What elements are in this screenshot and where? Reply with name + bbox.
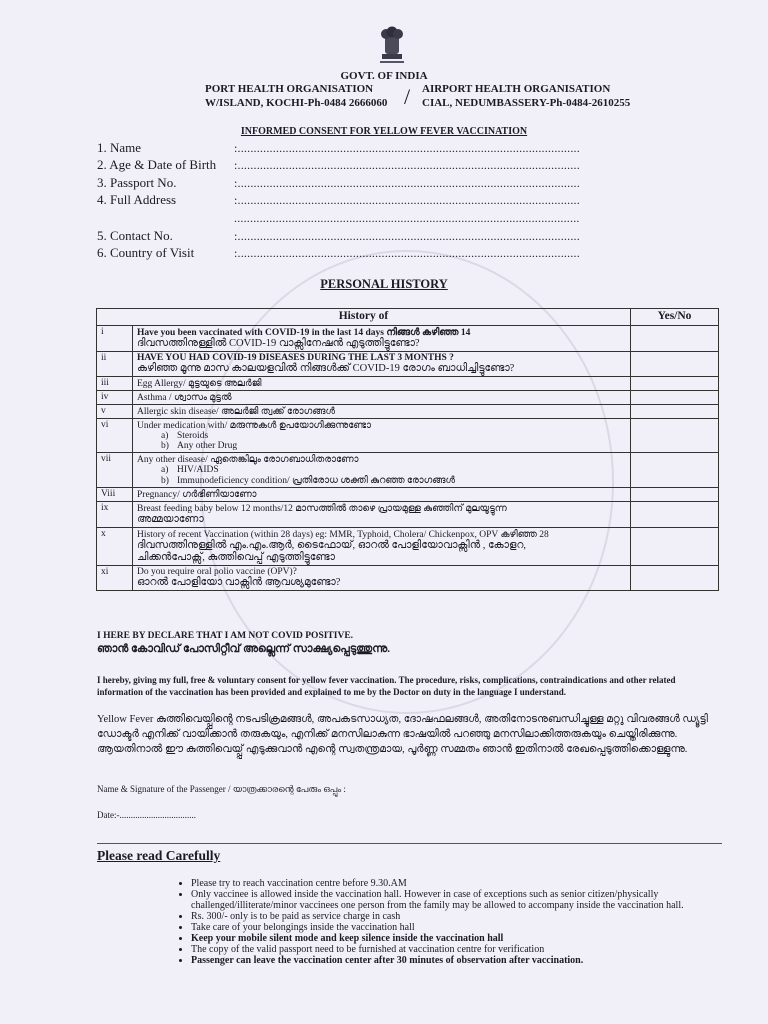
airport-health-address: CIAL, NEDUMBASSERY-Ph-0484-2610255 bbox=[422, 97, 631, 109]
question-text: Under medication with/ മരുന്നുകൾ ഉപയോഗിക്കുന്നുണ്ടോ bbox=[137, 421, 371, 431]
field-label-country: 6. Country of Visit bbox=[97, 245, 195, 260]
row-number: iv bbox=[97, 391, 133, 405]
table-header-row bbox=[97, 309, 719, 326]
question-text-ml: ദിവസത്തിനുള്ളിൽ COVID-19 വാക്സിനേഷൻ എടുത്തിട്ടുണ്ടോ? bbox=[137, 338, 420, 349]
govt-heading: GOVT. OF INDIA bbox=[340, 70, 428, 82]
col-history-header: History of bbox=[97, 309, 631, 326]
list-item: • Take care of your belongings inside the vaccination hall bbox=[191, 922, 751, 933]
question-text: Allergic skin disease/ അലർജി ത്വക്ക് രോഗങ്ങൾ bbox=[133, 405, 631, 419]
list-item: • Keep your mobile silent mode and keep silence inside the vaccination hall bbox=[191, 933, 751, 944]
row-number: xi bbox=[97, 566, 133, 591]
table-row bbox=[97, 566, 719, 591]
instructions-list bbox=[165, 878, 751, 966]
col-yesno-header: Yes/No bbox=[631, 309, 719, 326]
yesno-cell[interactable] bbox=[631, 502, 719, 528]
signature-line[interactable]: Name & Signature of the Passenger / യാത്രക്കാരന്റെ പേരും ഒപ്പും : bbox=[97, 784, 346, 794]
covid-declaration: I HERE BY DECLARE THAT I AM NOT COVID POSITIVE. bbox=[97, 631, 354, 641]
personal-history-table bbox=[96, 308, 719, 591]
question-text: HAVE YOU HAD COVID-19 DISEASES DURING THE LAST 3 MONTHS ? bbox=[137, 353, 454, 363]
personal-history-title: PERSONAL HISTORY bbox=[320, 277, 448, 291]
sub-item: Any other Drug bbox=[177, 441, 238, 451]
sub-letter: b) bbox=[161, 441, 169, 451]
table-row bbox=[97, 528, 719, 566]
field-label-address: 4. Full Address bbox=[97, 192, 177, 207]
field-contact[interactable]: :........................................................................................................... bbox=[234, 229, 580, 243]
question-text-ml: ഓറൽ പോളിയോ വാക്സിൻ ആവശ്യമുണ്ടോ? bbox=[137, 577, 341, 588]
question-text-ml: ദിവസത്തിനുള്ളിൽ എം.എം.ആർ, ടൈഫോയ്, ഓറൽ പോളിയോവാക്സിൻ , കോളറ, bbox=[137, 540, 527, 551]
sub-letter: a) bbox=[161, 465, 169, 475]
list-item: • Passenger can leave the vaccination center after 30 minutes of observation after vaccination. bbox=[191, 955, 751, 966]
national-emblem-icon bbox=[372, 24, 412, 68]
row-number: vi bbox=[97, 419, 133, 453]
question-text: Egg Allergy/ മുട്ടയുടെ അലർജി bbox=[133, 377, 631, 391]
yesno-cell[interactable] bbox=[631, 528, 719, 566]
field-age-dob[interactable]: :........................................................................................................... bbox=[234, 158, 580, 172]
table-row bbox=[97, 326, 719, 352]
field-label-passport: 3. Passport No. bbox=[97, 175, 177, 190]
list-item: • The copy of the valid passport need to be furnished at vaccination centre for verification bbox=[191, 944, 751, 955]
yesno-cell[interactable] bbox=[631, 326, 719, 352]
consent-statement: I hereby, giving my full, free & voluntary consent for yellow fever vaccination. The procedure, risks, complications, contraindications and other related information of the vaccination has been provided and explained to me by the Doctor on duty in the language I understand. bbox=[97, 675, 676, 697]
yesno-cell[interactable] bbox=[631, 391, 719, 405]
yesno-cell[interactable] bbox=[631, 377, 719, 391]
question-text: Do you require oral polio vaccine (OPV)? bbox=[137, 567, 297, 577]
row-number: vii bbox=[97, 453, 133, 488]
airport-health-org: AIRPORT HEALTH ORGANISATION bbox=[422, 83, 611, 95]
sub-item: Steroids bbox=[177, 431, 209, 441]
consent-statement-ml: Yellow Fever കുത്തിവെയ്പ്പിന്റെ നടപടിക്രമങ്ങൾ, അപകടസാധ്യത, ദോഷഫലങ്ങൾ, അതിനോടനുബന്ധിച്ചുള്ള മറ്റു വിവരങ്ങൾ ഡ്യൂട്ടി ഡോക്ടർ എനിക്ക് വായിക്കാൻ തരുകയും, എനിക്ക് മനസിലാകുന്ന ഭാഷയിൽ പറഞ്ഞു മനസിലാക്കിത്തരുകയും ചെയ്തിരിക്കുന്നു. ആയതിനാൽ ഈ കുത്തിവെയ്പ്പ് എടുക്കുവാൻ എന്റെ സ്വതന്ത്രമായ, പൂർണ്ണ സമ്മതം ഞാൻ ഇതിനാൽ രേഖപ്പെടുത്തിക്കൊള്ളുന്നു. bbox=[97, 714, 708, 755]
table-row bbox=[97, 391, 719, 405]
row-number: ii bbox=[97, 352, 133, 377]
field-label-name: 1. Name bbox=[97, 140, 142, 155]
table-row bbox=[97, 405, 719, 419]
table-row bbox=[97, 419, 719, 453]
table-row bbox=[97, 453, 719, 488]
sub-item: HIV/AIDS bbox=[177, 465, 219, 475]
notes-title: Please read Carefully bbox=[97, 848, 221, 863]
yesno-cell[interactable] bbox=[631, 453, 719, 488]
row-number: v bbox=[97, 405, 133, 419]
field-passport[interactable]: :........................................................................................................... bbox=[234, 176, 580, 190]
covid-declaration-ml: ഞാൻ കോവിഡ് പോസിറ്റീവ് അല്ലെന്ന് സാക്ഷ്യപ്പെടുത്തുന്നു. bbox=[97, 643, 390, 655]
sub-item: Immunodeficiency condition/ പ്രതിരോധ ശക്തി കുറഞ്ഞ രോഗങ്ങൾ bbox=[177, 476, 456, 486]
row-number: iii bbox=[97, 377, 133, 391]
field-country[interactable]: :........................................................................................................... bbox=[234, 246, 580, 260]
list-item: • Rs. 300/- only is to be paid as service charge in cash bbox=[191, 911, 751, 922]
table-row bbox=[97, 502, 719, 528]
yesno-cell[interactable] bbox=[631, 419, 719, 453]
question-text: Breast feeding baby below 12 months/12 മാസത്തിൽ താഴെ പ്രായമുള്ള കുഞ്ഞിന് മുലയൂട്ടുന്ന bbox=[137, 504, 507, 514]
row-number: i bbox=[97, 326, 133, 352]
yesno-cell[interactable] bbox=[631, 488, 719, 502]
port-health-address: W/ISLAND, KOCHI-Ph-0484 2666060 bbox=[205, 97, 388, 109]
question-text: Have you been vaccinated with COVID-19 in the last 14 days നിങ്ങൾ കഴിഞ്ഞ 14 bbox=[137, 328, 471, 338]
port-health-org: PORT HEALTH ORGANISATION bbox=[205, 83, 374, 95]
table-row bbox=[97, 488, 719, 502]
date-line[interactable]: Date:-.................................. bbox=[97, 810, 196, 820]
yesno-cell[interactable] bbox=[631, 405, 719, 419]
row-number: x bbox=[97, 528, 133, 566]
question-text-ml: കഴിഞ്ഞ മൂന്നു മാസ കാലയളവിൽ നിങ്ങൾക്ക് COVID-19 രോഗം ബാധിച്ചിട്ടുണ്ടോ? bbox=[137, 363, 515, 374]
question-text: History of recent Vaccination (within 28 days) eg: MMR, Typhoid, Cholera/ Chickenpox, OPV കഴിഞ്ഞ 28 bbox=[137, 530, 549, 540]
question-text: Pregnancy/ ഗർഭിണിയാണോ bbox=[133, 488, 631, 502]
field-label-age-dob: 2. Age & Date of Birth bbox=[97, 157, 217, 172]
row-number: ix bbox=[97, 502, 133, 528]
question-text-ml: ചിക്കൻപോക്സ്, കുത്തിവെപ്പ് എടുത്തിട്ടുണ്ടോ bbox=[137, 552, 335, 563]
sub-letter: b) bbox=[161, 476, 169, 486]
field-label-contact: 5. Contact No. bbox=[97, 228, 173, 243]
header-divider: / bbox=[404, 84, 411, 109]
field-name[interactable]: :........................................................................................................... bbox=[234, 141, 580, 155]
yesno-cell[interactable] bbox=[631, 566, 719, 591]
field-address[interactable]: :........................................................................................................... bbox=[234, 193, 580, 207]
sub-letter: a) bbox=[161, 431, 169, 441]
list-item: • Only vaccinee is allowed inside the vaccination hall. However in case of exceptions such as senior citizen/physically challenged/illiterate/minor vaccinees one person from the family may be allowed to accompany inside the vaccination hall. bbox=[191, 889, 751, 911]
question-text: Asthma / ശ്വാസം മുട്ടൽ bbox=[133, 391, 631, 405]
table-row bbox=[97, 352, 719, 377]
question-text-ml: അമ്മയാണോ bbox=[137, 514, 204, 525]
list-item: • Please try to reach vaccination centre before 9.30.AM bbox=[191, 878, 751, 889]
section-divider bbox=[97, 843, 722, 844]
form-title: INFORMED CONSENT FOR YELLOW FEVER VACCINATION bbox=[240, 126, 528, 137]
question-text: Any other disease/ ഏതെങ്കിലും രോഗബാധിതരാണോ bbox=[137, 455, 359, 465]
table-row bbox=[97, 377, 719, 391]
row-number: Viii bbox=[97, 488, 133, 502]
yesno-cell[interactable] bbox=[631, 352, 719, 377]
field-address-line2[interactable]: ............................................................................................................ bbox=[234, 211, 580, 225]
